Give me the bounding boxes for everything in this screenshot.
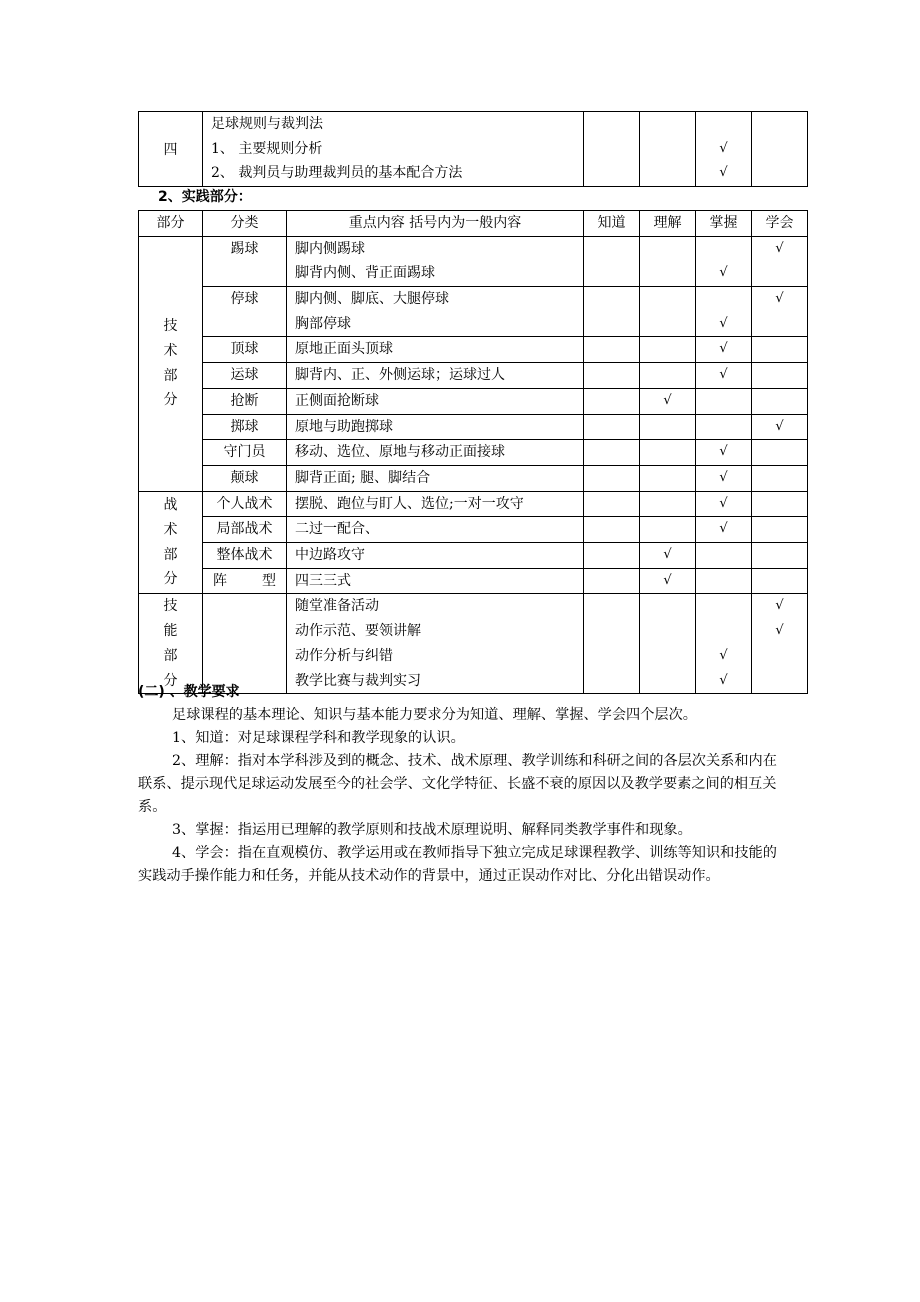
xuehui-cell bbox=[752, 337, 808, 363]
check-mark: √ bbox=[663, 547, 672, 563]
zhidao-cell bbox=[584, 414, 640, 440]
zhangwo-cell bbox=[696, 543, 752, 569]
check-mark bbox=[584, 363, 639, 388]
paragraph: 1、知道：对足球课程学科和教学现象的认识。 bbox=[172, 730, 465, 746]
check-mark bbox=[640, 517, 695, 542]
table-row bbox=[139, 543, 808, 569]
check-mark bbox=[752, 363, 807, 388]
zhidao-cell bbox=[584, 491, 640, 517]
check-mark bbox=[584, 594, 639, 619]
category-cell: 整体战术 bbox=[203, 543, 287, 569]
table-row bbox=[139, 517, 808, 543]
content-line: 脚背内、正、外侧运球；运球过人 bbox=[295, 367, 505, 384]
check-mark bbox=[696, 237, 751, 262]
part-label bbox=[139, 594, 203, 694]
lijie-cell bbox=[640, 543, 696, 569]
table-row bbox=[139, 440, 808, 466]
check-mark: √ bbox=[719, 444, 728, 460]
lijie-cell bbox=[640, 112, 696, 187]
check-mark bbox=[752, 569, 807, 594]
lijie-cell bbox=[640, 414, 696, 440]
part-char: 分 bbox=[163, 392, 178, 409]
content-line: 动作示范、要领讲解 bbox=[295, 623, 421, 640]
header-cell: 分类 bbox=[203, 211, 287, 237]
xuehui-cell bbox=[752, 440, 808, 466]
check-mark: √ bbox=[719, 469, 728, 485]
check-mark bbox=[584, 569, 639, 594]
table-row bbox=[139, 491, 808, 517]
part-char: 部 bbox=[163, 647, 178, 664]
lijie-cell bbox=[640, 236, 696, 286]
table-row bbox=[139, 465, 808, 491]
check-mark bbox=[696, 619, 751, 644]
category-cell: 抢断 bbox=[203, 388, 287, 414]
xuehui-cell bbox=[752, 236, 808, 286]
check-mark bbox=[584, 543, 639, 568]
chapter-content bbox=[203, 112, 584, 187]
zhangwo-cell bbox=[696, 363, 752, 389]
table-row bbox=[139, 236, 808, 286]
content-cell bbox=[287, 543, 584, 569]
check-mark bbox=[696, 287, 751, 312]
check-mark bbox=[752, 669, 807, 694]
part-char: 战 bbox=[163, 497, 178, 514]
zhangwo-cell bbox=[696, 440, 752, 466]
check-mark bbox=[584, 492, 639, 517]
lijie-cell bbox=[640, 517, 696, 543]
check-mark bbox=[640, 363, 695, 388]
check-mark bbox=[584, 440, 639, 465]
content-cell bbox=[287, 236, 584, 286]
lijie-cell bbox=[640, 287, 696, 337]
xuehui-cell bbox=[752, 491, 808, 517]
content-cell bbox=[287, 337, 584, 363]
check-mark: √ bbox=[719, 647, 728, 663]
zhidao-cell bbox=[584, 440, 640, 466]
check-mark: √ bbox=[719, 140, 728, 156]
check-mark: √ bbox=[719, 265, 728, 281]
paragraph: 2、理解：指对本学科涉及到的概念、技术、战术原理、教学训练和科研之间的各层次关系和内在联系、提示现代足球运动发展至今的社会学、文化学特征、长盛不衰的原因以及教学要素之间的相互关系。 bbox=[138, 753, 777, 815]
check-mark: √ bbox=[775, 418, 784, 434]
content-line: 脚内侧、脚底、大腿停球 bbox=[295, 291, 449, 308]
category-cell: 阵 型 bbox=[203, 568, 287, 594]
content-line: 教学比赛与裁判实习 bbox=[295, 672, 421, 689]
part-char: 分 bbox=[163, 672, 178, 689]
chapter-number: 四 bbox=[139, 112, 203, 187]
xuehui-cell bbox=[752, 594, 808, 694]
category-cell: 顶球 bbox=[203, 337, 287, 363]
zhangwo-cell bbox=[696, 594, 752, 694]
check-mark: √ bbox=[719, 165, 728, 181]
check-mark bbox=[752, 440, 807, 465]
table-row bbox=[139, 363, 808, 389]
part-char: 部 bbox=[163, 546, 178, 563]
check-mark: √ bbox=[663, 572, 672, 588]
content-line: 摆脱、跑位与盯人、选位;一对一攻守 bbox=[295, 495, 524, 512]
zhangwo-cell bbox=[696, 568, 752, 594]
check-mark bbox=[584, 644, 639, 669]
part-char: 技 bbox=[163, 318, 178, 335]
check-mark bbox=[584, 517, 639, 542]
part-char: 术 bbox=[163, 521, 178, 538]
section-title: (二) 、教学要求 bbox=[138, 684, 240, 700]
part-char: 能 bbox=[163, 623, 178, 640]
content-line: 胸部停球 bbox=[295, 315, 351, 332]
lijie-cell bbox=[640, 568, 696, 594]
part-char: 部 bbox=[163, 367, 178, 384]
zhangwo-cell bbox=[696, 388, 752, 414]
check-mark bbox=[752, 261, 807, 286]
table-header-row bbox=[139, 211, 808, 237]
zhangwo-cell bbox=[696, 287, 752, 337]
check-mark bbox=[640, 492, 695, 517]
check-mark bbox=[696, 594, 751, 619]
content-cell bbox=[287, 388, 584, 414]
header-cell: 掌握 bbox=[696, 211, 752, 237]
check-mark bbox=[752, 492, 807, 517]
content-line: 脚背内侧、背正面踢球 bbox=[295, 265, 435, 282]
category-cell: 守门员 bbox=[203, 440, 287, 466]
xuehui-cell bbox=[752, 414, 808, 440]
part-char: 分 bbox=[163, 571, 178, 588]
part-label bbox=[139, 236, 203, 491]
zhidao-cell bbox=[584, 594, 640, 694]
table-row bbox=[139, 112, 808, 187]
content-cell bbox=[287, 491, 584, 517]
table-row bbox=[139, 287, 808, 337]
check-mark bbox=[640, 644, 695, 669]
content-cell bbox=[287, 363, 584, 389]
zhidao-cell bbox=[584, 287, 640, 337]
zhidao-cell bbox=[584, 112, 640, 187]
zhangwo-cell bbox=[696, 465, 752, 491]
lijie-cell bbox=[640, 491, 696, 517]
table-row bbox=[139, 337, 808, 363]
content-cell bbox=[287, 517, 584, 543]
check-mark: √ bbox=[719, 341, 728, 357]
requirements-text bbox=[138, 704, 778, 888]
check-mark bbox=[640, 261, 695, 286]
practice-table bbox=[138, 210, 808, 694]
check-mark bbox=[640, 237, 695, 262]
check-mark bbox=[584, 669, 639, 694]
check-mark bbox=[640, 619, 695, 644]
check-mark bbox=[584, 261, 639, 286]
xuehui-cell bbox=[752, 363, 808, 389]
check-mark bbox=[696, 112, 751, 137]
content-line: 脚背正面; 腿、脚结合 bbox=[295, 469, 431, 486]
content-line: 随堂准备活动 bbox=[295, 598, 379, 615]
content-line: 移动、选位、原地与移动正面接球 bbox=[295, 444, 505, 461]
check-mark: √ bbox=[719, 367, 728, 383]
table-row bbox=[139, 414, 808, 440]
zhidao-cell bbox=[584, 236, 640, 286]
check-mark bbox=[584, 415, 639, 440]
content-line: 2、 裁判员与助理裁判员的基本配合方法 bbox=[211, 165, 463, 182]
check-mark bbox=[584, 237, 639, 262]
zhangwo-cell bbox=[696, 414, 752, 440]
zhangwo-cell bbox=[696, 236, 752, 286]
content-line: 二过一配合、 bbox=[295, 521, 379, 538]
check-mark bbox=[696, 389, 751, 414]
check-mark bbox=[584, 287, 639, 312]
check-mark: √ bbox=[663, 392, 672, 408]
check-mark: √ bbox=[719, 315, 728, 331]
zhidao-cell bbox=[584, 363, 640, 389]
check-mark bbox=[640, 440, 695, 465]
header-cell: 部分 bbox=[139, 211, 203, 237]
paragraph: 3、掌握：指运用已理解的教学原则和技战术原理说明、解释同类教学事件和现象。 bbox=[172, 822, 692, 838]
content-line: 足球规则与裁判法 bbox=[211, 116, 323, 132]
check-mark bbox=[640, 466, 695, 491]
zhidao-cell bbox=[584, 568, 640, 594]
category-cell: 掷球 bbox=[203, 414, 287, 440]
practice-heading: 2、实践部分： bbox=[158, 189, 252, 205]
check-mark bbox=[752, 337, 807, 362]
content-line: 动作分析与纠错 bbox=[295, 647, 393, 664]
header-cell: 理解 bbox=[640, 211, 696, 237]
check-mark bbox=[752, 644, 807, 669]
check-mark: √ bbox=[719, 521, 728, 537]
zhidao-cell bbox=[584, 517, 640, 543]
content-cell bbox=[287, 440, 584, 466]
check-mark: √ bbox=[775, 240, 784, 256]
part-label bbox=[139, 491, 203, 594]
paragraph: 足球课程的基本理论、知识与基本能力要求分为知道、理解、掌握、学会四个层次。 bbox=[172, 707, 697, 723]
check-mark: √ bbox=[719, 495, 728, 511]
header-cell: 知道 bbox=[584, 211, 640, 237]
table-row bbox=[139, 594, 808, 694]
check-mark bbox=[640, 312, 695, 337]
table-row bbox=[139, 388, 808, 414]
check-mark bbox=[584, 337, 639, 362]
xuehui-cell bbox=[752, 388, 808, 414]
lijie-cell bbox=[640, 594, 696, 694]
header-cell: 学会 bbox=[752, 211, 808, 237]
content-line: 四三三式 bbox=[295, 572, 351, 589]
xuehui-cell bbox=[752, 287, 808, 337]
check-mark: √ bbox=[775, 598, 784, 614]
check-mark bbox=[752, 517, 807, 542]
part-char: 术 bbox=[163, 343, 178, 359]
check-mark bbox=[696, 415, 751, 440]
check-mark bbox=[696, 543, 751, 568]
check-mark bbox=[640, 287, 695, 312]
check-mark bbox=[584, 389, 639, 414]
check-mark bbox=[752, 466, 807, 491]
lijie-cell bbox=[640, 363, 696, 389]
paragraph: 4、学会：指在直观模仿、教学运用或在教师指导下独立完成足球课程教学、训练等知识和技能的实践动手操作能力和任务，并能从技术动作的背景中，通过正误动作对比、分化出错误动作。 bbox=[138, 845, 777, 884]
category-cell: 局部战术 bbox=[203, 517, 287, 543]
xuehui-cell bbox=[752, 465, 808, 491]
lijie-cell bbox=[640, 388, 696, 414]
content-line: 正侧面抢断球 bbox=[295, 392, 379, 409]
content-line: 原地与助跑掷球 bbox=[295, 418, 393, 435]
check-mark: √ bbox=[775, 623, 784, 639]
zhangwo-cell bbox=[696, 337, 752, 363]
check-mark: √ bbox=[775, 291, 784, 307]
zhangwo-cell bbox=[696, 112, 752, 187]
category-cell: 颠球 bbox=[203, 465, 287, 491]
content-line: 中边路攻守 bbox=[295, 547, 365, 564]
content-line: 1、 主要规则分析 bbox=[211, 140, 323, 157]
category-cell: 个人战术 bbox=[203, 491, 287, 517]
lijie-cell bbox=[640, 440, 696, 466]
category-cell: 运球 bbox=[203, 363, 287, 389]
check-mark bbox=[696, 569, 751, 594]
content-line: 脚内侧踢球 bbox=[295, 240, 365, 257]
xuehui-cell bbox=[752, 112, 808, 187]
content-cell bbox=[287, 465, 584, 491]
content-cell bbox=[287, 414, 584, 440]
zhidao-cell bbox=[584, 337, 640, 363]
lijie-cell bbox=[640, 465, 696, 491]
category-cell: 踢球 bbox=[203, 236, 287, 286]
check-mark bbox=[640, 594, 695, 619]
zhidao-cell bbox=[584, 465, 640, 491]
xuehui-cell bbox=[752, 517, 808, 543]
xuehui-cell bbox=[752, 568, 808, 594]
zhidao-cell bbox=[584, 388, 640, 414]
content-line: 原地正面头顶球 bbox=[295, 341, 393, 358]
check-mark: √ bbox=[719, 672, 728, 688]
check-mark bbox=[752, 312, 807, 337]
xuehui-cell bbox=[752, 543, 808, 569]
check-mark bbox=[752, 389, 807, 414]
category-cell bbox=[203, 594, 287, 694]
part-char: 技 bbox=[163, 598, 178, 615]
zhidao-cell bbox=[584, 543, 640, 569]
check-mark bbox=[584, 466, 639, 491]
table-row bbox=[139, 568, 808, 594]
check-mark bbox=[640, 337, 695, 362]
check-mark bbox=[584, 312, 639, 337]
category-cell: 停球 bbox=[203, 287, 287, 337]
content-cell bbox=[287, 568, 584, 594]
check-mark bbox=[752, 543, 807, 568]
header-cell: 重点内容 括号内为一般内容 bbox=[287, 211, 584, 237]
content-cell bbox=[287, 594, 584, 694]
check-mark bbox=[640, 415, 695, 440]
zhangwo-cell bbox=[696, 491, 752, 517]
zhangwo-cell bbox=[696, 517, 752, 543]
check-mark bbox=[640, 669, 695, 694]
theory-table-fragment bbox=[138, 111, 808, 187]
lijie-cell bbox=[640, 337, 696, 363]
content-cell bbox=[287, 287, 584, 337]
check-mark bbox=[584, 619, 639, 644]
